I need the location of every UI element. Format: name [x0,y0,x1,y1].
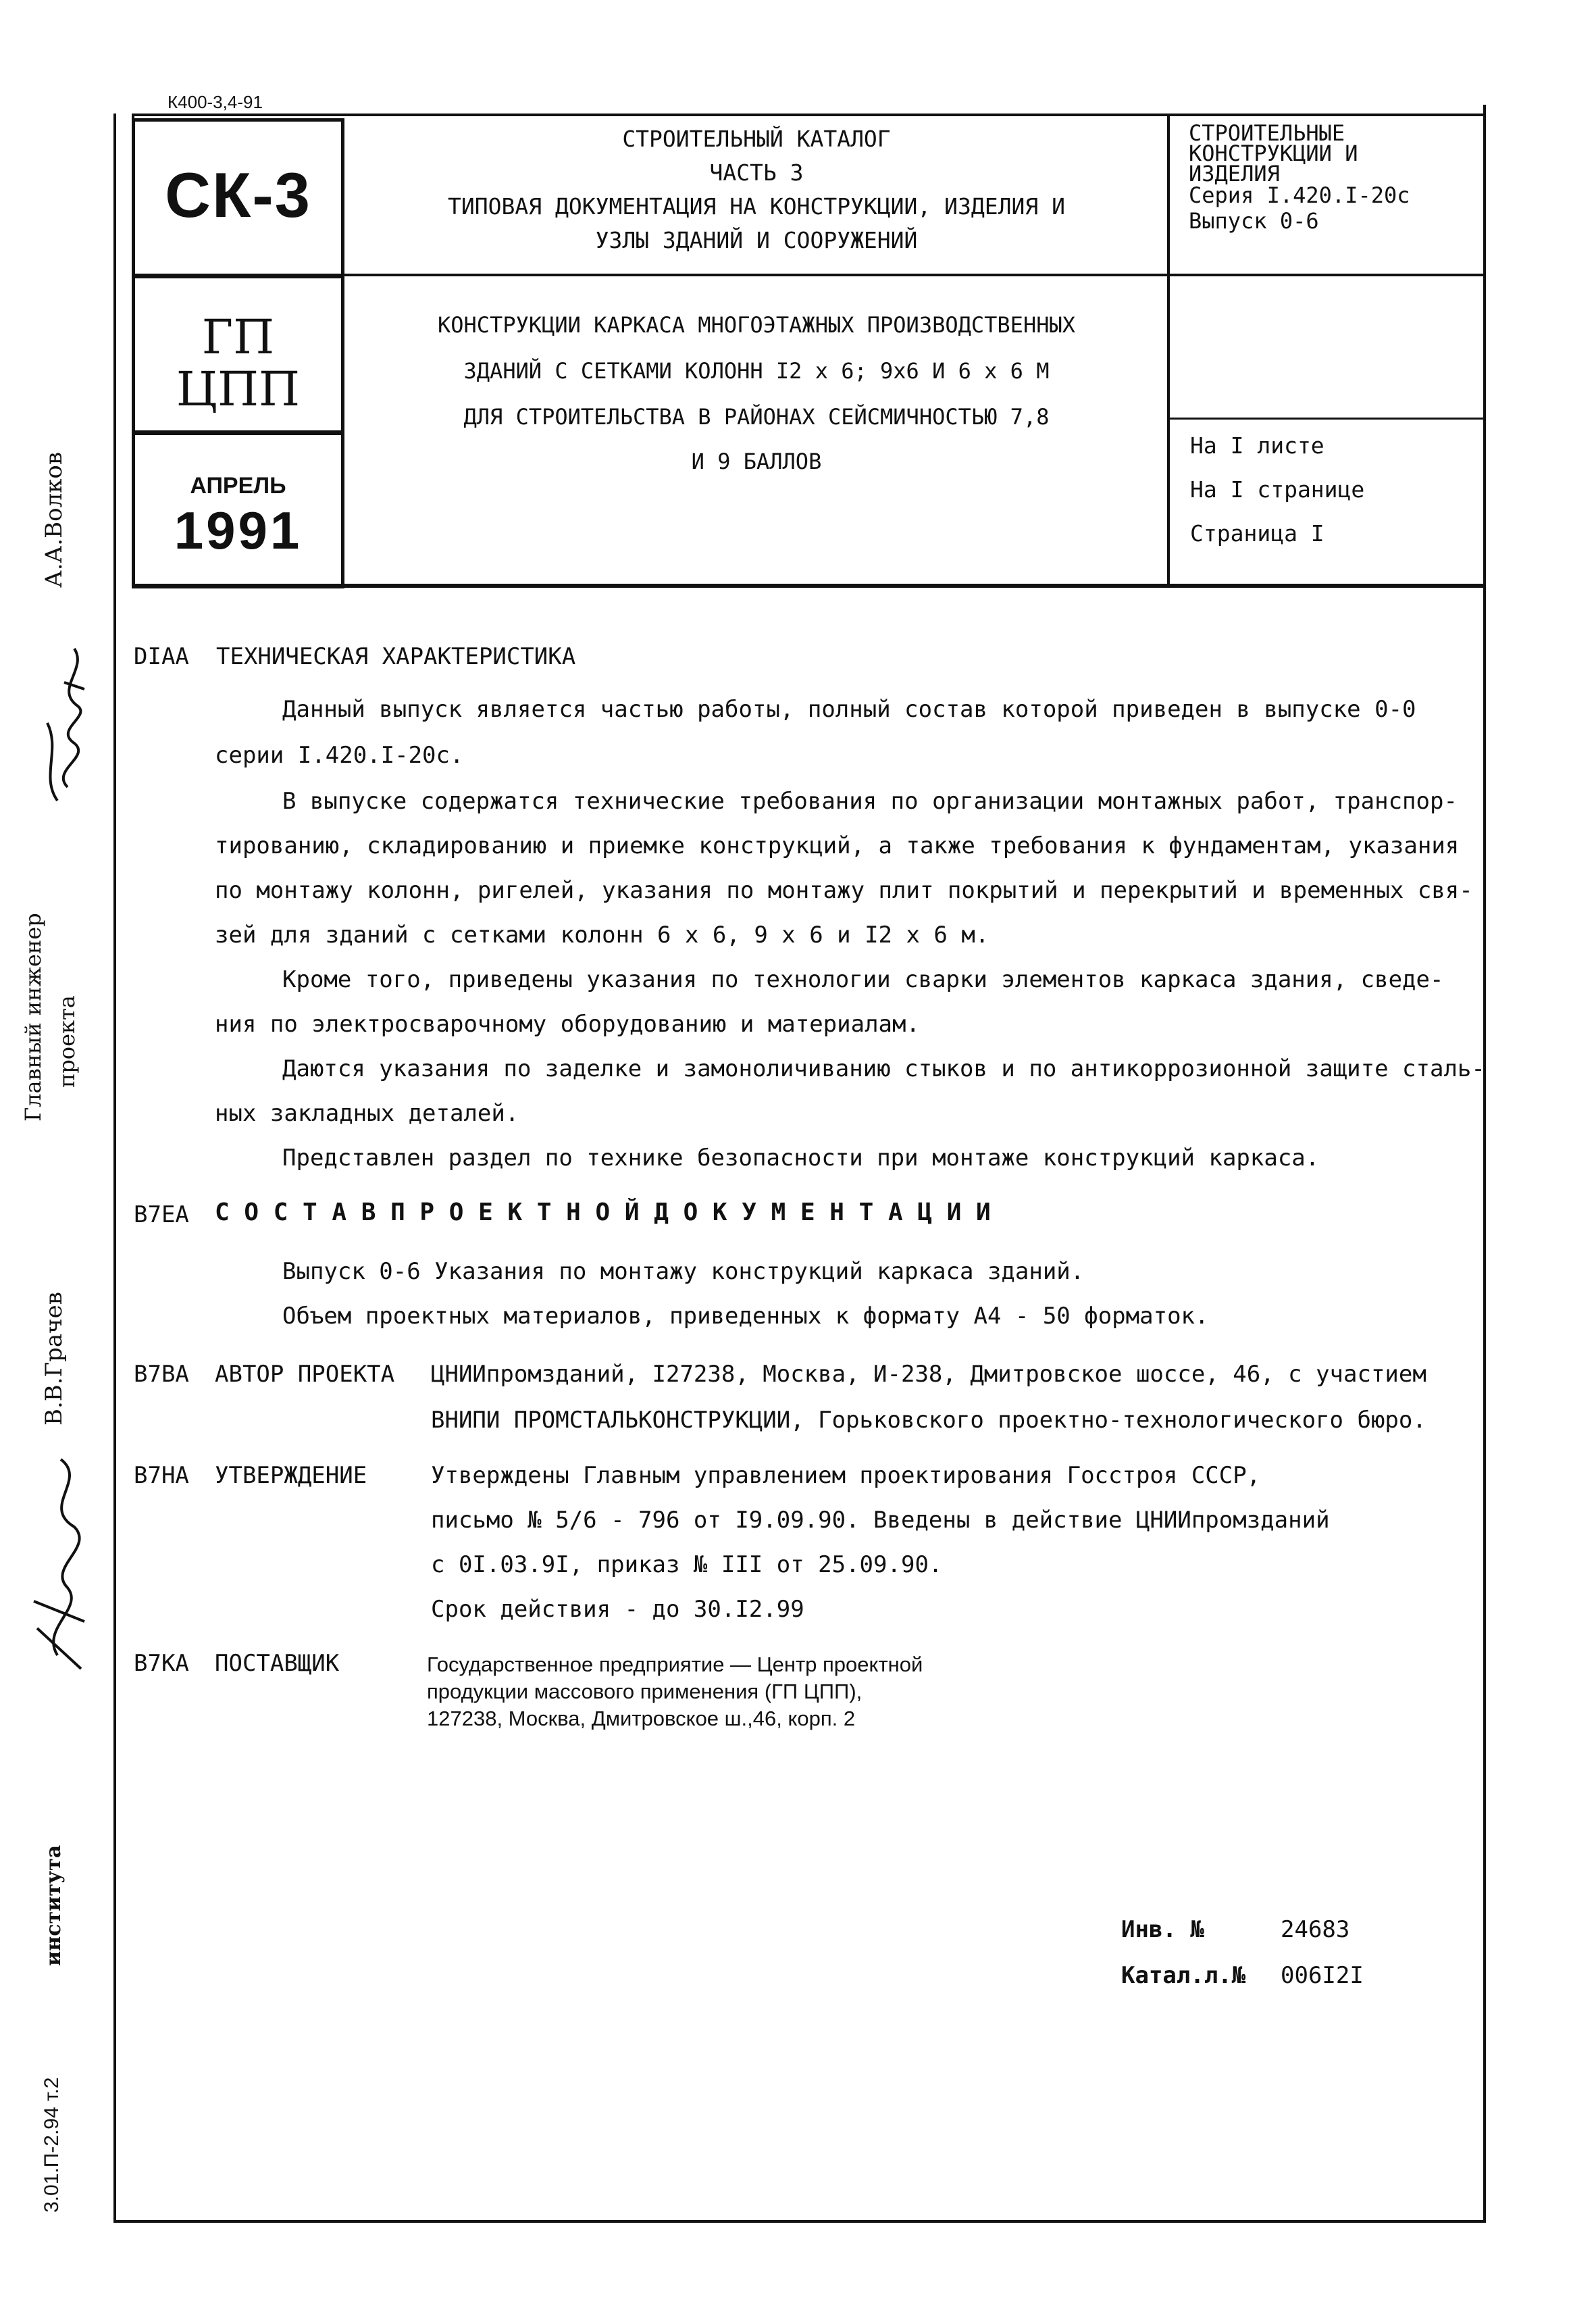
tech-line-11: Представлен раздел по технике безопасности при монтаже конструкций каркаса. [282,1145,1320,1172]
supplier-line-1: Государственное предприятие — Центр проектной [427,1653,923,1676]
project-title-line2: ЗДАНИЙ С СЕТКАМИ КОЛОНН I2 х 6; 9х6 И 6 х 6 М [463,358,1050,384]
tech-line-6: зей для зданий с сетками колонн 6 х 6, 9 х 6 и I2 х 6 м. [215,922,989,949]
author-signature [27,642,101,811]
catalog-title-line3: ТИПОВАЯ ДОКУМЕНТАЦИЯ НА КОНСТРУКЦИИ, ИЗДЕЛИЯ И [448,193,1065,220]
checker-signature [20,1453,101,1676]
tech-line-7: Кроме того, приведены указания по технологии сварки элементов каркаса здания, сведе- [282,966,1444,993]
issue-month: АПРЕЛЬ [190,473,286,499]
header-bottom [343,585,1486,588]
supplier-line-2: продукции массового применения (ГП ЦПП), [427,1680,863,1703]
header-right-divider [1167,114,1170,586]
tech-line-1: Данный выпуск является частью работы, полный состав которой приведен в выпуске 0-0 [282,696,1416,723]
approval-line-4: Срок действия - до 30.I2.99 [431,1596,804,1623]
tech-line-8: ния по электросварочному оборудованию и материалам. [215,1011,920,1038]
approval-line-1: Утверждены Главным управлением проектирования Госстроя СССР, [431,1462,1261,1489]
page-count: На I странице [1190,476,1365,503]
author-line-2: ВНИПИ ПРОМСТАЛЬКОНСТРУКЦИИ, Горьковского проектно-технологического бюро. [431,1407,1426,1434]
catalog-logo: СК-3 [165,159,311,230]
frame-bottom-line [113,2220,1486,2223]
frame-left-line [113,114,116,2221]
project-title-line4: И 9 БАЛЛОВ [691,449,822,474]
form-code: 3.01.П-2.94 т.2 [41,2077,63,2213]
catalog-title-line4: УЗЛЫ ЗДАНИЙ И СООРУЖЕНИЙ [595,227,918,253]
catalog-title-line2: ЧАСТЬ 3 [709,159,804,186]
issue-number: Выпуск 0-6 [1189,208,1319,234]
checker-name: В.В.Грачев [41,1292,68,1426]
catalog-sheet-label: Катал.л.№ [1121,1962,1246,1989]
tech-line-2: серии I.420.I-20с. [215,742,464,769]
supplier-line-3: 127238, Москва, Дмитровское ш.,46, корп. 2 [427,1707,856,1730]
tech-line-9: Даются указания по заделке и замоноличиванию стыков и по антикоррозионной защите сталь- [282,1055,1485,1082]
sheet-divider [1167,418,1486,420]
catalog-title-line1: СТРОИТЕЛЬНЫЙ КАТАЛОГ [622,126,891,152]
tech-line-5: по монтажу колонн, ригелей, указания по монтажу плит покрытий и перекрытий и временных свя- [215,877,1473,904]
section-heading-supplier: ПОСТАВЩИК [215,1650,340,1677]
tech-line-4: тированию, складированию и приемке конструкций, а также требования к фундаментам, указания [215,832,1460,859]
page-number: Страница I [1190,520,1324,547]
role-line2: проекта [54,995,80,1088]
section-code-author: В7ВА [134,1361,189,1388]
org-name-line1: ГП [201,309,275,365]
section-heading-tech: ТЕХНИЧЕСКАЯ ХАРАКТЕРИСТИКА [216,643,576,670]
header-divider [343,274,1486,276]
composition-line-1: Выпуск 0-6 Указания по монтажу конструкций каркаса зданий. [282,1258,1085,1285]
tech-line-10: ных закладных деталей. [215,1100,519,1127]
sheet-count: На I листе [1190,432,1324,459]
composition-line-2: Объем проектных материалов, приведенных к формату А4 - 50 форматок. [282,1303,1209,1330]
series-line1: СТРОИТЕЛЬНЫЕ [1189,120,1345,146]
approval-line-2: письмо № 5/6 - 796 от I9.09.90. Введены в действие ЦНИИпромзданий [431,1507,1330,1534]
issue-year: 1991 [174,501,303,560]
series-line3: ИЗДЕЛИЯ [1189,161,1280,186]
section-code-tech: DIАА [134,643,189,670]
series-number: Серия I.420.I-20с [1189,182,1410,208]
section-heading-approval: УТВЕРЖДЕНИЕ [215,1462,367,1489]
project-title-line1: КОНСТРУКЦИИ КАРКАСА МНОГОЭТАЖНЫХ ПРОИЗВОДСТВЕННЫХ [437,312,1075,338]
inventory-number: 24683 [1281,1916,1350,1943]
role-line1: Главный инженер [20,913,46,1122]
tech-line-3: В выпуске содержатся технические требования по организации монтажных работ, транспор- [282,788,1458,815]
section-code-supplier: В7КА [134,1650,189,1677]
section-heading-composition: С О С Т А В П Р О Е К Т Н О Й Д О К У М Е Н Т А Ц И И [215,1199,991,1226]
approval-line-3: с 0I.03.9I, приказ № III от 25.09.90. [431,1551,943,1578]
project-title-line3: ДЛЯ СТРОИТЕЛЬСТВА В РАЙОНАХ СЕЙСМИЧНОСТЬЮ 7,8 [463,404,1050,430]
series-line2: КОНСТРУКЦИИ И [1189,141,1358,166]
author-name: А.А.Волков [41,451,68,588]
section-heading-author: АВТОР ПРОЕКТА [215,1361,395,1388]
section-code-approval: В7НА [134,1462,189,1489]
org-name-line2: ЦПП [176,361,301,417]
catalog-sheet-number: 006I2I [1281,1962,1364,1989]
author-line-1: ЦНИИпромзданий, I27238, Москва, И-238, Дмитровское шоссе, 46, с участием [431,1361,1426,1388]
institute-label: института [42,1844,66,1966]
section-code-composition: В7ЕА [134,1201,189,1228]
inventory-label: Инв. № [1121,1916,1204,1943]
top-code: К400-3,4-91 [168,92,263,112]
